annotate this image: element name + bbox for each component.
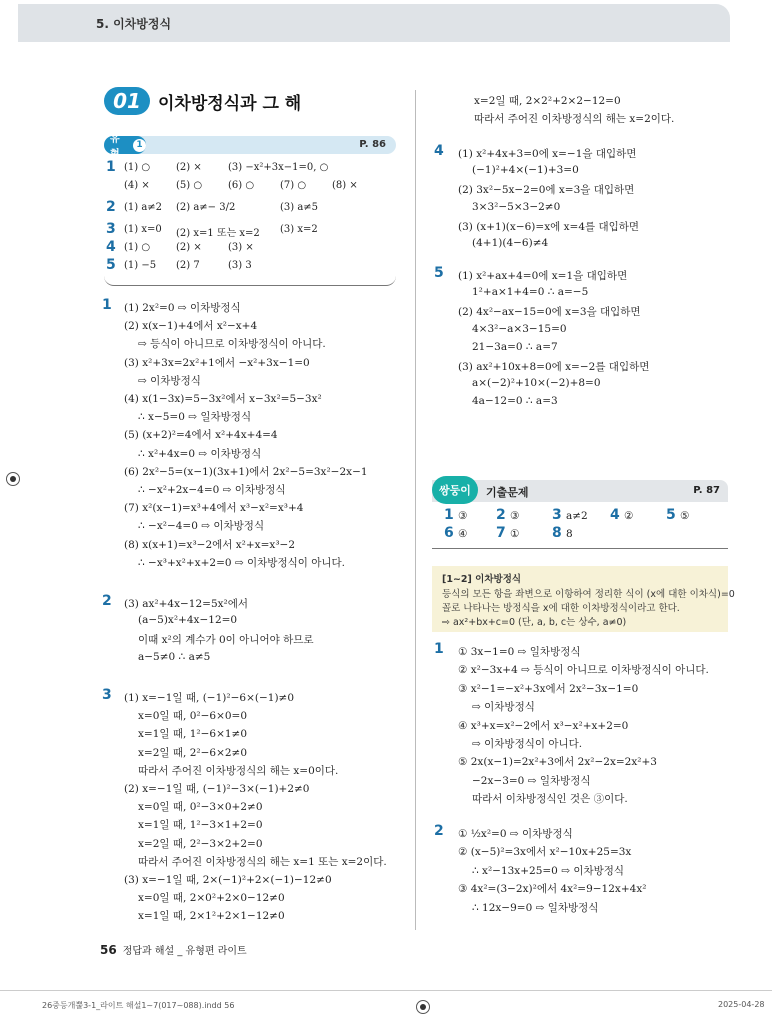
print-date: 2025-04-28 — [718, 1000, 765, 1009]
type-bar — [104, 134, 396, 160]
solution-line: (1) 2x²=0 ⇨ 이차방정식 — [124, 302, 241, 314]
solution-line: 21−3a=0 ∴ a=7 — [472, 340, 558, 353]
file-name: 26중등개뿔3-1_라이트 해설1~7(017~088).indd 56 — [42, 1001, 235, 1010]
bottom-rule — [0, 990, 772, 991]
solution-line: (3) x²+3x=2x²+1에서 −x²+3x−1=0 — [124, 356, 310, 369]
answer-item: (1) a≠2 — [124, 202, 163, 213]
solution-line: 1²+a×1+4=0 ∴ a=−5 — [472, 286, 589, 299]
answer-item: (5) ○ — [176, 180, 203, 191]
solution-line: (2) 3x²−5x−2=0에 x=3을 대입하면 — [458, 184, 635, 197]
solution-line: x=0일 때, 0²−6×0=0 — [138, 710, 248, 723]
solution-line: 따라서 주어진 이차방정식의 해는 x=0이다. — [138, 764, 339, 777]
solution-line: 4a−12=0 ∴ a=3 — [472, 395, 558, 408]
solution-line: ∴ x−5=0 ⇨ 일차방정식 — [138, 411, 252, 424]
solution-line: ∴ 12x−9=0 ⇨ 일차방정식 — [472, 901, 599, 914]
type-number: 1 — [133, 139, 146, 152]
answer-item: (2) × — [176, 162, 202, 173]
type-page: P. 86 — [359, 139, 386, 150]
answer-number: 1 — [106, 159, 116, 175]
answer-item: (3) 3 — [228, 260, 252, 271]
exam-answer-number: 4 — [610, 507, 620, 523]
answer-item: (7) ○ — [280, 180, 307, 191]
exam-answer-value: ③ — [510, 510, 520, 522]
solution-line: (4) x(1−3x)=5−3x²에서 x−3x²=5−3x² — [124, 393, 322, 405]
answer-item: (3) x=2 — [280, 224, 318, 235]
solution-line: x=2일 때, 2²−6×2≠0 — [138, 746, 248, 759]
answer-item: (1) ○ — [124, 162, 151, 173]
solution-line: a×(−2)²+10×(−2)+8=0 — [472, 377, 601, 390]
answer-item: (2) 7 — [176, 260, 200, 271]
page-footer — [100, 942, 247, 957]
solution-line: 따라서 주어진 이차방정식의 해는 x=2이다. — [474, 113, 675, 125]
exam-header — [432, 480, 728, 502]
solution-line: (1) x=−1일 때, (−1)²−6×(−1)≠0 — [124, 692, 295, 704]
exam-answer-number: 7 — [496, 525, 506, 541]
answer-item: (2) × — [176, 242, 202, 253]
solution-line: ⇨ 등식이 아니므로 이차방정식이 아니다. — [138, 338, 326, 351]
exam-answer-value: ③ — [458, 510, 468, 522]
exam-answers — [432, 505, 728, 549]
type-label: 유형 — [110, 134, 120, 160]
solution-line: (8) x(x+1)=x³−2에서 x²+x=x³−2 — [124, 538, 296, 551]
problem-number: 5 — [434, 265, 444, 281]
exam-answer-value: ④ — [458, 528, 468, 540]
solution-line: (−1)²+4×(−1)+3=0 — [472, 164, 579, 177]
solution-line: x=2일 때, 2²−3×2+2=0 — [138, 837, 263, 850]
solution-line: (a−5)x²+4x−12=0 — [138, 614, 238, 627]
tip-line: 등식의 모든 항을 좌변으로 이항하여 정리한 식이 (x에 대한 이차식)=0 — [442, 589, 735, 600]
solution-line: ⇨ 이차방정식 — [472, 701, 535, 714]
answer-item: (2) a≠− 3/2 — [176, 202, 236, 213]
answer-item: (6) ○ — [228, 180, 255, 191]
solution-line: (5) (x+2)²=4에서 x²+4x+4=4 — [124, 429, 278, 442]
answer-item: (3) −x²+3x−1=0, ○ — [228, 162, 329, 173]
problem-number: 2 — [434, 823, 444, 839]
problem-number: 3 — [102, 687, 112, 703]
solution-line: (4+1)(4−6)≠4 — [472, 237, 549, 249]
solution-line: a−5≠0 ∴ a≠5 — [138, 650, 211, 663]
solution-line: (3) ax²+10x+8=0에 x=−2를 대입하면 — [458, 361, 650, 373]
page-number: 56 — [100, 943, 117, 957]
solution-line: 이때 x²의 계수가 0이 아니어야 하므로 — [138, 634, 314, 647]
solution-line: −2x−3=0 ⇨ 일차방정식 — [472, 774, 591, 787]
solution-line: ∴ −x²+2x−4=0 ⇨ 이차방정식 — [138, 484, 286, 496]
exam-answer-number: 8 — [552, 525, 562, 541]
type-tag — [104, 134, 146, 160]
solution-line: x=0일 때, 0²−3×0+2≠0 — [138, 801, 263, 814]
answer-number: 3 — [106, 221, 116, 237]
section-title: 이차방정식과 그 해 — [158, 93, 302, 114]
quick-answers — [104, 158, 396, 286]
answer-item: (4) × — [124, 180, 150, 191]
column-divider — [415, 90, 416, 930]
exam-answer-number: 5 — [666, 507, 676, 523]
section-heading — [104, 86, 301, 116]
solution-line: (3) (x+1)(x−6)=x에 x=4를 대입하면 — [458, 220, 640, 233]
exam-answer-value: 8 — [566, 528, 573, 540]
solution-line: ⑤ 2x(x−1)=2x²+3에서 2x²−2x=2x²+3 — [458, 756, 657, 769]
solution-line: (1) x²+ax+4=0에 x=1을 대입하면 — [458, 270, 628, 282]
solution-line: ① ½x²=0 ⇨ 이차방정식 — [458, 828, 573, 840]
exam-answer-value: ① — [510, 528, 520, 540]
solution-line: ④ x³+x=x²−2에서 x³−x²+x+2=0 — [458, 719, 629, 732]
problem-number: 1 — [102, 297, 112, 313]
solution-line: (2) x(x−1)+4에서 x²−x+4 — [124, 320, 258, 333]
solution-line: (1) x²+4x+3=0에 x=−1을 대입하면 — [458, 148, 637, 160]
answer-item: (1) ○ — [124, 242, 151, 253]
registration-mark-icon — [6, 472, 20, 486]
solution-line: ③ 4x²=(3−2x)²에서 4x²=9−12x+4x² — [458, 883, 647, 896]
exam-answer-value: a≠2 — [566, 510, 588, 522]
exam-answer-value: ⑤ — [680, 510, 690, 522]
chapter-title: 5. 이차방정식 — [96, 17, 172, 31]
exam-page: P. 87 — [693, 485, 720, 496]
solution-line: (3) ax²+4x−12=5x²에서 — [124, 598, 249, 610]
solution-line: (2) x=−1일 때, (−1)²−3×(−1)+2≠0 — [124, 783, 310, 795]
solution-line: ∴ −x³+x²+x+2=0 ⇨ 이차방정식이 아니다. — [138, 556, 345, 569]
solution-line: x=2일 때, 2×2²+2×2−12=0 — [474, 95, 621, 107]
problem-number: 4 — [434, 143, 444, 159]
solution-line: ⇨ 이차방정식 — [138, 374, 201, 387]
solution-line: x=1일 때, 2×1²+2×1−12≠0 — [138, 910, 285, 923]
exam-answer-number: 2 — [496, 507, 506, 523]
exam-badge: 쌍둥이 — [432, 476, 478, 504]
exam-answer-number: 1 — [444, 507, 454, 523]
solution-line: x=1일 때, 1²−3×1+2=0 — [138, 819, 263, 832]
solution-line: ∴ x²−13x+25=0 ⇨ 이차방정식 — [472, 864, 625, 877]
solution-line: 3×3²−5×3−2≠0 — [472, 200, 561, 213]
solution-line: (2) 4x²−ax−15=0에 x=3을 대입하면 — [458, 306, 641, 319]
tip-title: [1~2] 이차방정식 — [442, 574, 522, 585]
answer-item: (3) × — [228, 242, 254, 253]
solution-line: (6) 2x²−5=(x−1)(3x+1)에서 2x²−5=3x²−2x−1 — [124, 465, 368, 478]
exam-title: 기출문제 — [486, 486, 529, 499]
answer-number: 5 — [106, 257, 116, 273]
solution-line: ① 3x−1=0 ⇨ 일차방정식 — [458, 646, 581, 658]
exam-answer-value: ② — [624, 510, 634, 522]
tip-line: 꼴로 나타나는 방정식을 x에 대한 이차방정식이라고 한다. — [442, 603, 680, 614]
solution-line: ∴ x²+4x=0 ⇨ 이차방정식 — [138, 447, 262, 460]
chapter-header — [18, 4, 730, 42]
solution-line: x=1일 때, 1²−6×1≠0 — [138, 728, 248, 741]
solution-line: ② (x−5)²=3x에서 x²−10x+25=3x — [458, 846, 632, 859]
solution-line: 4×3²−a×3−15=0 — [472, 322, 567, 335]
solution-line: ⇨ 이차방정식이 아니다. — [472, 738, 583, 750]
tip-box — [432, 566, 735, 632]
solution-line: x=0일 때, 2×0²+2×0−12≠0 — [138, 892, 285, 905]
solution-line: 따라서 이차방정식인 것은 ③이다. — [472, 793, 628, 806]
answer-item: (2) x=1 또는 x=2 — [176, 228, 260, 239]
answer-item: (1) x=0 — [124, 224, 162, 235]
registration-mark-icon — [416, 1000, 430, 1014]
solution-line: (7) x²(x−1)=x³+4에서 x³−x²=x³+4 — [124, 502, 304, 515]
solution-line: (3) x=−1일 때, 2×(−1)²+2×(−1)−12≠0 — [124, 874, 332, 886]
solution-line: ∴ −x²−4=0 ⇨ 이차방정식 — [138, 520, 265, 533]
answer-item: (8) × — [332, 180, 358, 191]
answer-number: 2 — [106, 199, 116, 215]
problem-number: 1 — [434, 641, 444, 657]
solution-line: 따라서 주어진 이차방정식의 해는 x=1 또는 x=2이다. — [138, 855, 387, 868]
section-badge: 01 — [104, 87, 150, 115]
answer-item: (3) a≠5 — [280, 202, 319, 213]
answer-number: 4 — [106, 239, 116, 255]
solution-line: ② x²−3x+4 ⇨ 등식이 아니므로 이차방정식이 아니다. — [458, 664, 709, 677]
exam-answer-number: 6 — [444, 525, 454, 541]
answer-item: (1) −5 — [124, 260, 157, 271]
exam-answer-number: 3 — [552, 507, 562, 523]
solution-line: ③ x²−1=−x²+3x에서 2x²−3x−1=0 — [458, 682, 639, 695]
problem-number: 2 — [102, 593, 112, 609]
tip-line: ⇨ ax²+bx+c=0 (단, a, b, c는 상수, a≠0) — [442, 617, 627, 628]
footer-text: 정답과 해설 _ 유형편 라이트 — [122, 946, 247, 957]
